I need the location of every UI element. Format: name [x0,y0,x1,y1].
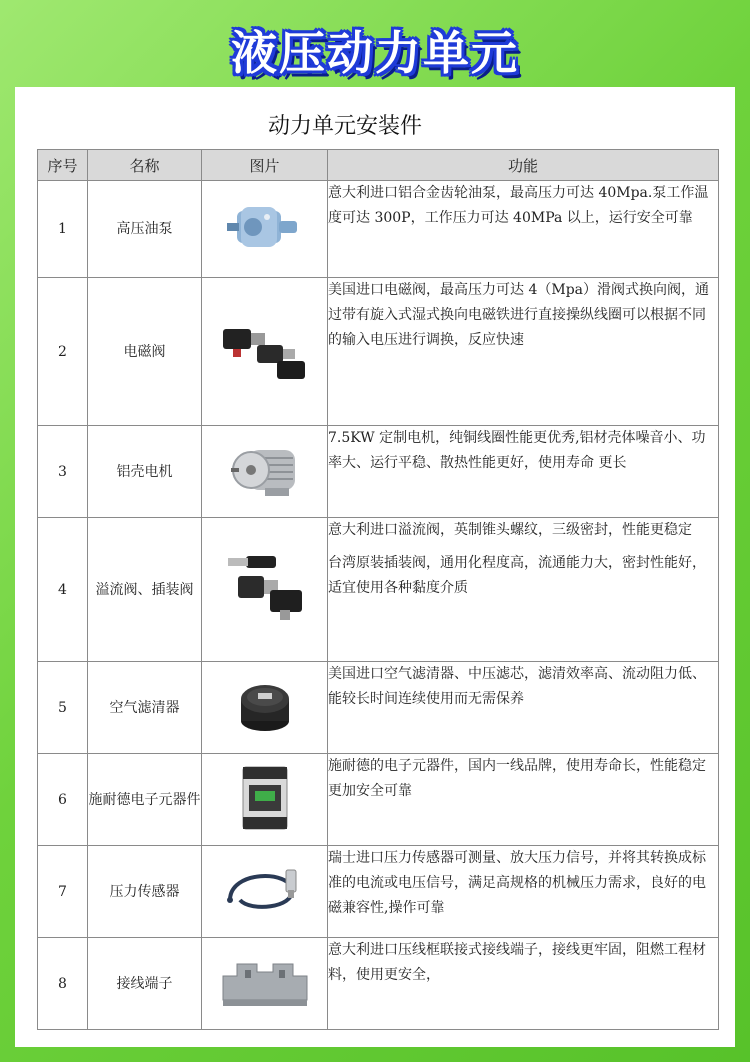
section-title: 动力单元安装件 [267,114,422,139]
function-text: 美国进口空气滤清器、中压滤芯，滤清效率高、流动阻力低、能较长时间连续使用而无需保养 [328,666,706,707]
table-row [38,846,719,938]
row-number: 3 [38,426,88,518]
table-row [38,426,719,518]
table-row [38,938,719,1030]
row-number: 1 [38,181,88,278]
header-no: 序号 [38,150,88,181]
banner [200,18,550,82]
air-filter-cap-icon [230,673,300,739]
row-number: 5 [38,662,88,754]
parts-table [37,149,719,1030]
terminal-block-icon [217,952,313,1012]
function-text: 台湾原装插装阀，通用化程度高，流通能力大，密封性能好，适宜使用各种黏度介质 [328,555,706,596]
table-row [38,662,719,754]
row-name: 空气滤清器 [88,662,202,754]
relief-valve-icon [220,548,310,628]
header-function: 功能 [328,150,719,181]
table-row [38,518,719,662]
row-number: 7 [38,846,88,938]
content-panel [15,87,735,1047]
row-name: 压力传感器 [88,846,202,938]
table-row [38,278,719,426]
row-name: 施耐德电子元器件 [88,754,202,846]
function-text: 意大利进口铝合金齿轮油泵，最高压力可达 40Mpa.泵工作温度可达 300P，工作压力可达 40MPa 以上，运行安全可靠 [328,185,709,226]
row-number: 6 [38,754,88,846]
gear-pump-icon [223,197,307,257]
solenoid-valve-icon [217,315,313,385]
row-number: 2 [38,278,88,426]
header-name: 名称 [88,150,202,181]
row-number: 4 [38,518,88,662]
function-text: 美国进口电磁阀，最高压力可达 4（Mpa）滑阀式换向阀，通过带有旋入式湿式换向电磁铁进行直接操纵线圈可以根据不同的输入电压进行调换，反应快速 [328,282,709,348]
table-row [38,754,719,846]
function-text: 意大利进口压线框联接式接线端子，接线更牢固，阻燃工程材料，使用更安全， [328,942,706,983]
row-name: 电磁阀 [88,278,202,426]
electric-motor-icon [223,438,307,502]
function-text: 意大利进口溢流阀，英制锥头螺纹，三级密封，性能更稳定 [328,522,692,538]
banner-title: 液压动力单元 [231,26,519,80]
pressure-sensor-icon [220,860,310,920]
function-text: 瑞士进口压力传感器可测量、放大压力信号，并将其转换成标准的电流或电压信号，满足高规格的机械压力需求，良好的电磁兼容性,操作可靠 [328,850,706,916]
table-header-row [38,150,719,181]
row-name: 溢流阀、插装阀 [88,518,202,662]
table-row [38,181,719,278]
header-image: 图片 [202,150,328,181]
contactor-icon [235,763,295,833]
row-name: 铝壳电机 [88,426,202,518]
row-number: 8 [38,938,88,1030]
row-name: 接线端子 [88,938,202,1030]
row-name: 高压油泵 [88,181,202,278]
function-text: 7.5KW 定制电机，纯铜线圈性能更优秀,铝材壳体噪音小、功率大、运行平稳、散热性能更好，使用寿命 更长 [328,430,706,471]
function-text: 施耐德的电子元器件，国内一线品牌，使用寿命长，性能稳定更加安全可靠 [328,758,706,799]
